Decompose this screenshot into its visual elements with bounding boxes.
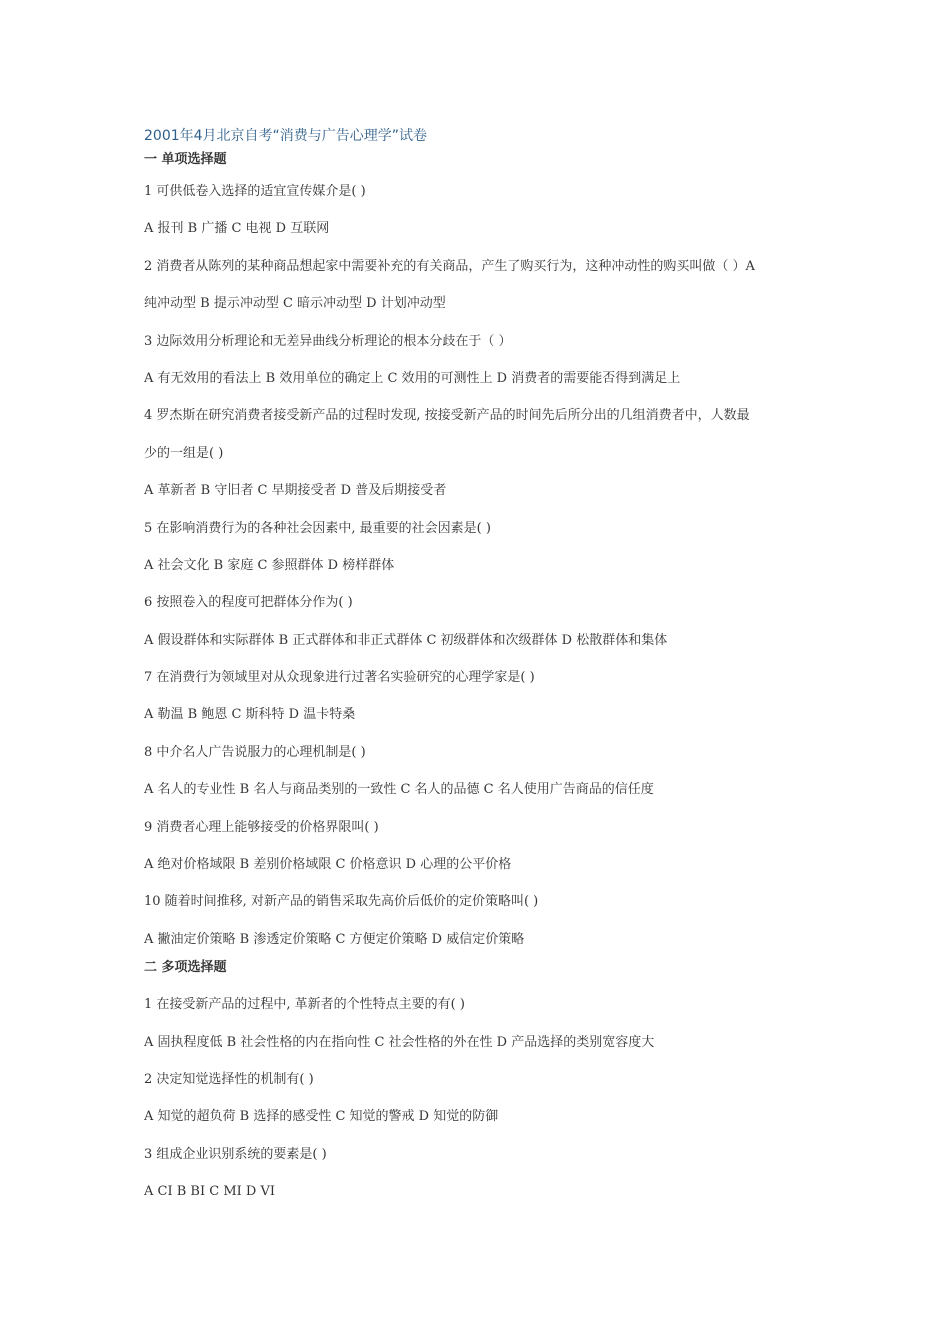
question-line: 2 决定知觉选择性的机制有( ) [144, 1071, 314, 1087]
options-line: A 知觉的超负荷 B 选择的感受性 C 知觉的警戒 D 知觉的防御 [144, 1109, 499, 1125]
options-line: A 勒温 B 鲍恩 C 斯科特 D 温卡特桑 [144, 707, 356, 723]
document-title: 2001年4月北京自考“消费与广告心理学”试卷 [144, 128, 428, 144]
options-line: A 撇油定价策略 B 渗透定价策略 C 方便定价策略 D 威信定价策略 [144, 931, 525, 947]
question-line: 2 消费者从陈列的某种商品想起家中需要补充的有关商品，产生了购买行为，这种冲动性的购买叫做（ ）A [144, 258, 755, 274]
document-page [144, 124, 824, 1204]
question-line-continued: 少的一组是( ) [144, 445, 224, 461]
options-line: A CI B BI C MI D VI [144, 1184, 275, 1200]
question-line: 4 罗杰斯在研究消费者接受新产品的过程时发现, 按接受新产品的时间先后所分出的几组消费者中，人数最 [144, 408, 750, 424]
question-line: 1 可供低卷入选择的适宜宣传媒介是( ) [144, 184, 366, 199]
question-line: 6 按照卷入的程度可把群体分作为( ) [144, 595, 353, 611]
options-line: A 有无效用的看法上 B 效用单位的确定上 C 效用的可测性上 D 消费者的需要能否得到满足上 [144, 370, 681, 386]
options-line: 纯冲动型 B 提示冲动型 C 暗示冲动型 D 计划冲动型 [144, 296, 446, 312]
question-line: 3 边际效用分析理论和无差异曲线分析理论的根本分歧在于（ ） [144, 333, 512, 349]
question-line: 8 中介名人广告说服力的心理机制是( ) [144, 744, 366, 760]
question-line: 5 在影响消费行为的各种社会因素中, 最重要的社会因素是( ) [144, 520, 491, 536]
question-line: 10 随着时间推移, 对新产品的销售采取先高价后低价的定价策略叫( ) [144, 894, 539, 910]
options-line: A 名人的专业性 B 名人与商品类别的一致性 C 名人的品德 C 名人使用广告商品的信任度 [144, 782, 654, 798]
question-line: 3 组成企业识别系统的要素是( ) [144, 1146, 327, 1162]
options-line: A 固执程度低 B 社会性格的内在指向性 C 社会性格的外在性 D 产品选择的类别宽容度大 [144, 1034, 655, 1050]
options-line: A 假设群体和实际群体 B 正式群体和非正式群体 C 初级群体和次级群体 D 松散群体和集体 [144, 632, 668, 648]
options-line: A 绝对价格域限 B 差别价格域限 C 价格意识 D 心理的公平价格 [144, 857, 512, 873]
question-line: 9 消费者心理上能够接受的价格界限叫( ) [144, 819, 379, 835]
question-line: 7 在消费行为领域里对从众现象进行过著名实验研究的心理学家是( ) [144, 670, 535, 686]
options-line: A 报刊 B 广播 C 电视 D 互联网 [144, 221, 330, 237]
question-line: 1 在接受新产品的过程中, 革新者的个性特点主要的有( ) [144, 997, 465, 1013]
section-heading-multiple-choice: 二 多项选择题 [144, 959, 227, 975]
section-heading-single-choice: 一 单项选择题 [144, 152, 227, 167]
options-line: A 社会文化 B 家庭 C 参照群体 D 榜样群体 [144, 557, 395, 573]
options-line: A 革新者 B 守旧者 C 早期接受者 D 普及后期接受者 [144, 483, 447, 499]
